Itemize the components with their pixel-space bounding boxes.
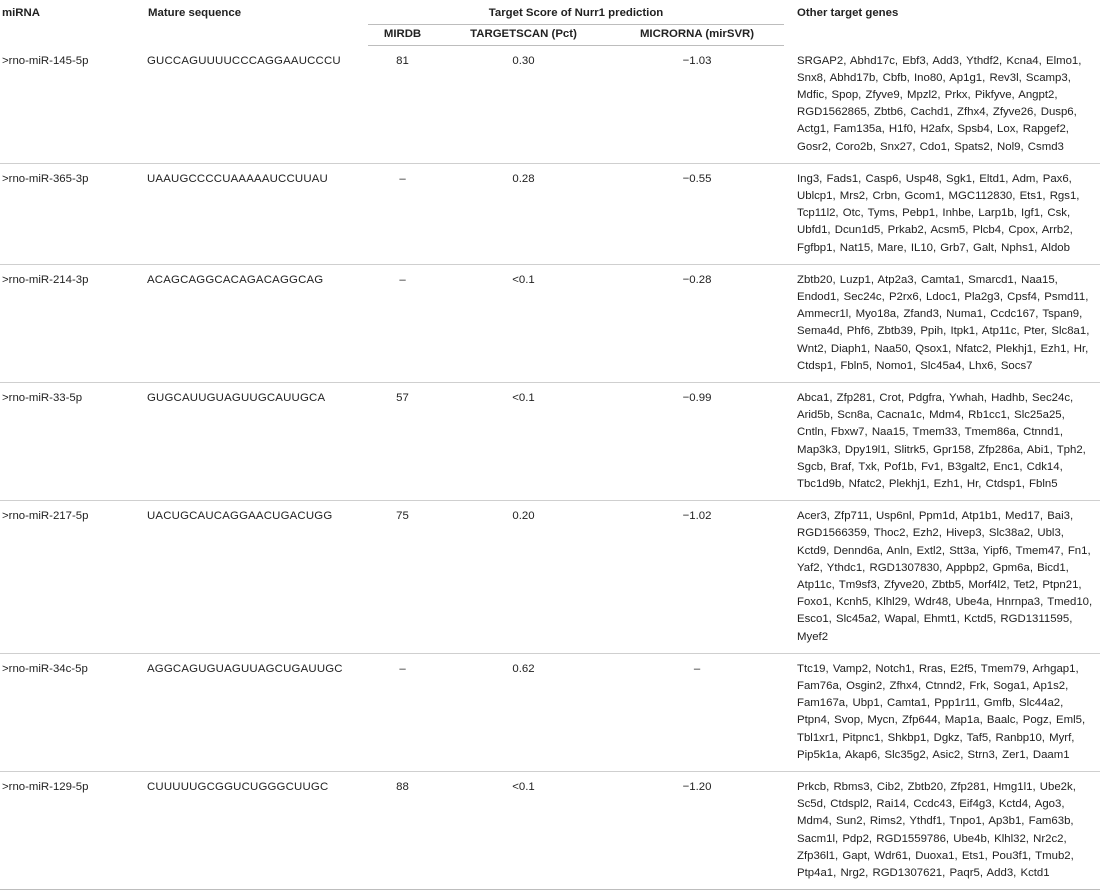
table-row (0, 772, 1100, 890)
mirna-cell: >rno-miR-145-5p (2, 54, 89, 67)
mirdb-cell: 57 (396, 391, 409, 404)
mirna-cell: >rno-miR-365-3p (2, 172, 89, 185)
table-header (0, 0, 1100, 46)
genes-cell: Ttc19, Vamp2, Notch1, Rras, E2f5, Tmem79, Arhgap1, Fam76a, Osgin2, Zfhx4, Ctnnd2, Frk, Soga1, Ap1s2, Fam167a, Ubp1, Camta1, Ppp1r11, Gmfb, Slc44a2, Ptpn4, Svop, Mycn, Zfp644, Map1a, Baalc, Pogz, Eml5, Tbl1xr1, Pitpnc1, Shkbp1, Dgkz, Taf5, Ranbp10, Myrf, Pip5k1a, Akap6, Slc35g2, Asic2, Strn3, Zer1, Daam1 (797, 662, 1086, 761)
mirdb-cell: – (399, 662, 406, 675)
microrna-cell: −0.28 (682, 273, 712, 286)
targetscan-cell: 0.28 (512, 172, 535, 185)
table-row (0, 653, 1100, 771)
header-microrna: MICRORNA (mirSVR) (610, 25, 784, 46)
mirdb-cell: 88 (396, 781, 409, 794)
mirdb-cell: – (399, 172, 406, 185)
targetscan-cell: <0.1 (512, 391, 535, 404)
header-mature-sequence: Mature sequence (142, 0, 368, 46)
mirna-cell: >rno-miR-129-5p (2, 781, 89, 794)
table-body (0, 46, 1100, 890)
sequence-cell: ACAGCAGGCACAGACAGGCAG (147, 273, 324, 286)
microrna-cell: −1.03 (682, 55, 712, 67)
microrna-cell: −1.20 (682, 781, 712, 794)
mirdb-cell: 81 (396, 55, 409, 67)
microrna-cell: – (693, 662, 701, 675)
genes-cell: SRGAP2, Abhd17c, Ebf3, Add3, Ythdf2, Kcna4, Elmo1, Snx8, Abhd17b, Cbfb, Ino80, Ap1g1, Rev3l, Scamp3, Mdfic, Spop, Zfyve9, Mpzl2, Prkx, Pikfyve, Angpt2, RGD1562865, Zbtb6, Cachd1, Zfhx4, Zfyve26, Dusp6, Actg1, Fam135a, H1f0, H2afx, Spsb4, Lox, Rapgef2, Gosr2, Coro2b, Snx27, Cdo1, Spats2, Nol9, Csmd3 (797, 54, 1082, 153)
targetscan-cell: 0.30 (512, 55, 535, 67)
microrna-cell: −0.99 (682, 391, 712, 404)
genes-cell: Abca1, Zfp281, Crot, Pdgfra, Ywhah, Hadhb, Sec24c, Arid5b, Scn8a, Cacna1c, Mdm4, Rb1cc1, Slc25a25, Cntln, Fbxw7, Naa15, Tmem33, Tmem86a, Ctnnd1, Map3k3, Dpy19l1, Slitrk5, Gpr158, Zfp286a, Abi1, Tph2, Sgcb, Braf, Txk, Pof1b, Fv1, B3galt2, Enc1, Cdk14, Tbc1d9b, Nfatc2, Plekhj1, Ezh1, Hr, Ctdsp1, Fbln5 (797, 391, 1086, 490)
mirna-cell: >rno-miR-34c-5p (2, 662, 88, 675)
mirna-cell: >rno-miR-217-5p (2, 510, 89, 523)
header-other-target-genes: Other target genes (784, 0, 1100, 46)
mirna-cell: >rno-miR-33-5p (2, 391, 83, 404)
mirna-cell: >rno-miR-214-3p (2, 273, 89, 286)
genes-cell: Zbtb20, Luzp1, Atp2a3, Camta1, Smarcd1, Naa15, Endod1, Sec24c, P2rx6, Ldoc1, Pla2g3, Cpsf4, Psmd11, Ammecr1l, Myo18a, Zfand3, Numa1, Ccdc167, Tspan9, Sema4d, Phf6, Zbtb39, Ppih, Itpk1, Atp11c, Pter, Slc8a1, Wnt2, Diaph1, Naa50, Qsox1, Nfatc2, Plekhj1, Ezh1, Hr, Ctdsp1, Fbln5, Nomo1, Slc45a4, Lhx6, Socs7 (797, 273, 1090, 372)
table-row (0, 163, 1100, 264)
mirdb-cell: – (399, 273, 406, 286)
targetscan-cell: <0.1 (512, 781, 535, 794)
header-mirna: miRNA (0, 0, 142, 46)
table-row (0, 46, 1100, 164)
mirdb-cell: 75 (396, 510, 409, 523)
microrna-cell: −1.02 (682, 510, 712, 523)
table-row (0, 382, 1100, 500)
genes-cell: Acer3, Zfp711, Usp6nl, Ppm1d, Atp1b1, Med17, Bai3, RGD1566359, Thoc2, Ezh2, Hivep3, Slc38a2, Ubl3, Kctd9, Dennd6a, Anln, Extl2, Stt3a, Yipf6, Tmem47, Fn1, Yaf2, Ythdc1, RGD1307830, Appbp2, Gpm6a, Bicd1, Atp11c, Tm9sf3, Zfyve20, Zbtb5, Morf4l2, Tet2, Ptpn21, Foxo1, Kcnh5, Klhl29, Wdr48, Ube4a, Hnrnpa3, Tmed10, Esco1, Slc45a2, Wapal, Ehmt1, Kctd5, RGD1311595, Myef2 (797, 510, 1093, 643)
table-row (0, 501, 1100, 654)
sequence-cell: CUUUUUGCGGUCUGGGCUUGC (147, 781, 329, 794)
sequence-cell: GUCCAGUUUUCCCAGGAAUCCCU (147, 54, 341, 67)
genes-cell: Prkcb, Rbms3, Cib2, Zbtb20, Zfp281, Hmg1l1, Ube2k, Sc5d, Ctdspl2, Rai14, Ccdc43, Eif4g3, Kctd4, Ago3, Mdm4, Sun2, Rims2, Ythdf1, Tnpo1, Ap3b1, Fam63b, Sacm1l, Pdp2, RGD1559786, Ube4b, Klhl32, Nr2c2, Zfp36l1, Gapt, Wdr61, Duoxa1, Ets1, Pou3f1, Tmub2, Ptp4a1, Nrg2, RGD1307621, Paqr5, Add3, Kctd1 (797, 781, 1076, 880)
targetscan-cell: 0.20 (512, 510, 535, 523)
sequence-cell: UAAUGCCCCUAAAAAUCCUUAU (147, 172, 328, 185)
genes-cell: Ing3, Fads1, Casp6, Usp48, Sgk1, Eltd1, Adm, Pax6, Ublcp1, Mrs2, Crbn, Gcom1, MGC112830, Ets1, Rgs1, Tcp11l2, Otc, Tyms, Pebp1, Inhbe, Larp1b, Igf1, Csk, Ubfd1, Dcun1d5, Prkab2, Acsm5, Plcb4, Cpox, Arrb2, Fgfbp1, Nat15, Mare, IL10, Grb7, Galt, Nphs1, Aldob (797, 172, 1080, 254)
sequence-cell: UACUGCAUCAGGAACUGACUGG (147, 510, 333, 523)
sequence-cell: AGGCAGUGUAGUUAGCUGAUUGC (147, 662, 343, 675)
header-targetscan: TARGETSCAN (Pct) (437, 25, 610, 46)
targetscan-cell: 0.62 (512, 662, 535, 675)
microrna-cell: −0.55 (682, 172, 712, 185)
header-mirdb: MIRDB (368, 25, 437, 46)
header-target-score-group: Target Score of Nurr1 prediction (368, 0, 784, 25)
sequence-cell: GUGCAUUGUAGUUGCAUUGCA (147, 391, 326, 404)
targetscan-cell: <0.1 (512, 273, 535, 286)
table-row (0, 264, 1100, 382)
